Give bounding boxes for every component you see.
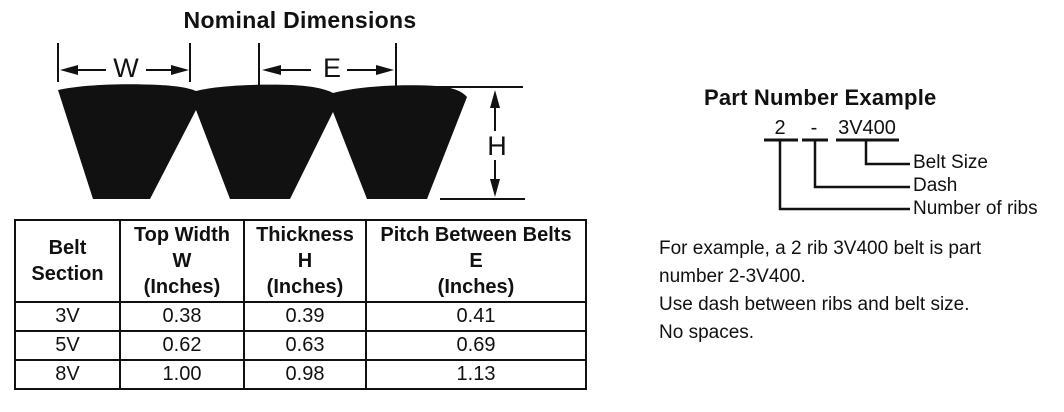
cell-pitch: 1.13 xyxy=(366,360,586,389)
part-token-belt-size: 3V400 xyxy=(838,117,896,139)
header-thickness xyxy=(244,220,366,302)
dimension-label-h: H xyxy=(487,131,507,161)
e-arrowhead-left xyxy=(262,65,281,75)
callout-label-ribs: Number of ribs xyxy=(913,198,1038,219)
header-line: H xyxy=(297,250,313,272)
header-line: Pitch Between Belts xyxy=(380,224,572,246)
table-row xyxy=(15,302,586,331)
cell-top-width: 0.62 xyxy=(120,331,244,360)
cell-thickness: 0.63 xyxy=(244,331,366,360)
header-top-width xyxy=(120,220,244,302)
header-line: (Inches) xyxy=(437,276,515,298)
table-header-row xyxy=(15,220,586,302)
note-line: Use dash between ribs and belt size. xyxy=(659,294,970,315)
callout-line-belt-size xyxy=(866,140,910,164)
w-arrowhead-right xyxy=(171,65,189,75)
header-belt-section xyxy=(15,220,120,302)
cell-thickness: 0.39 xyxy=(244,302,366,331)
header-line: (Inches) xyxy=(266,276,344,298)
part-token-ribs: 2 xyxy=(774,117,786,139)
dimension-label-e: E xyxy=(322,53,341,83)
cell-section: 8V xyxy=(15,360,120,389)
belt-dimensions-table xyxy=(14,219,587,390)
w-arrowhead-left xyxy=(60,65,78,75)
h-arrowhead-up xyxy=(490,90,500,108)
cell-pitch: 0.69 xyxy=(366,331,586,360)
note-line: number 2-3V400. xyxy=(659,266,806,287)
cell-section: 5V xyxy=(15,331,120,360)
e-arrowhead-right xyxy=(376,65,394,75)
header-line: Top Width xyxy=(133,224,231,246)
note-line: No spaces. xyxy=(659,322,755,343)
part-token-dash: - xyxy=(810,117,818,139)
callout-label-belt-size: Belt Size xyxy=(913,152,988,173)
cell-thickness: 0.98 xyxy=(244,360,366,389)
belt-cross-section-shape xyxy=(58,84,467,199)
callout-label-dash: Dash xyxy=(913,175,958,196)
header-line: Thickness xyxy=(256,224,354,246)
header-line: W xyxy=(172,250,192,272)
cell-top-width: 1.00 xyxy=(120,360,244,389)
belt-profile-diagram xyxy=(0,0,540,215)
cell-pitch: 0.41 xyxy=(366,302,586,331)
table-row xyxy=(15,360,586,389)
h-arrowhead-down xyxy=(490,179,500,197)
part-number-notes xyxy=(659,235,1059,347)
dimension-label-w: W xyxy=(113,53,139,83)
header-line: E xyxy=(469,250,483,272)
table-row xyxy=(15,331,586,360)
note-line: For example, a 2 rib 3V400 belt is part xyxy=(659,238,982,259)
header-line: Section xyxy=(31,263,104,285)
header-pitch xyxy=(366,220,586,302)
part-number-example-title: Part Number Example xyxy=(704,85,937,110)
nominal-dimensions-title: Nominal Dimensions xyxy=(183,7,417,33)
callout-line-ribs xyxy=(780,140,910,209)
cell-section: 3V xyxy=(15,302,120,331)
header-line: (Inches) xyxy=(143,276,221,298)
header-line: Belt xyxy=(48,237,87,259)
cell-top-width: 0.38 xyxy=(120,302,244,331)
